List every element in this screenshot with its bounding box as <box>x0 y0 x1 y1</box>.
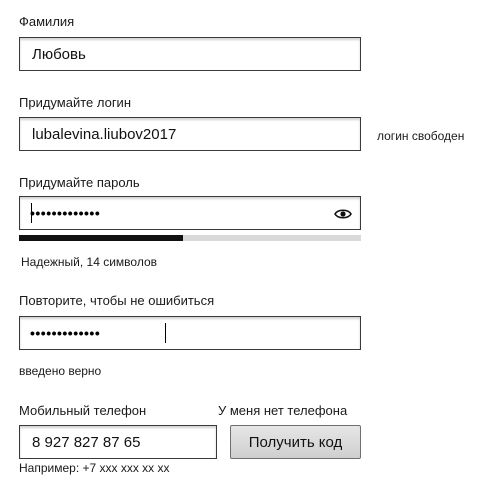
confirm-masked-value: ••••••••••••• <box>30 325 101 341</box>
confirm-label: Повторите, чтобы не ошибиться <box>19 293 215 308</box>
phone-value: 8 927 827 87 65 <box>32 434 141 451</box>
surname-label: Фамилия <box>19 14 75 29</box>
no-phone-link[interactable]: У меня нет телефона <box>218 403 348 418</box>
eye-icon[interactable] <box>334 207 352 219</box>
login-input[interactable] <box>19 117 361 151</box>
confirm-status: введено верно <box>19 364 102 378</box>
password-label: Придумайте пароль <box>19 175 140 190</box>
phone-example: Например: +7 xxx xxx xx xx <box>19 461 170 475</box>
phone-label: Мобильный телефон <box>19 403 147 418</box>
surname-value: Любовь <box>32 46 86 63</box>
text-caret <box>165 323 166 343</box>
password-strength-text: Надежный, 14 символов <box>21 255 158 269</box>
confirm-password-input[interactable] <box>19 316 361 350</box>
login-value: lubalevina.liubov2017 <box>32 126 177 143</box>
get-code-button[interactable]: Получить код <box>230 425 361 459</box>
surname-input[interactable] <box>19 37 361 71</box>
login-status: логин свободен <box>377 129 465 143</box>
phone-input[interactable] <box>19 425 217 459</box>
login-label: Придумайте логин <box>19 95 131 110</box>
password-masked-value: ••••••••••••• <box>30 205 101 221</box>
password-strength-fill <box>19 235 183 241</box>
password-strength-bar <box>19 235 361 241</box>
password-input[interactable] <box>19 196 361 230</box>
